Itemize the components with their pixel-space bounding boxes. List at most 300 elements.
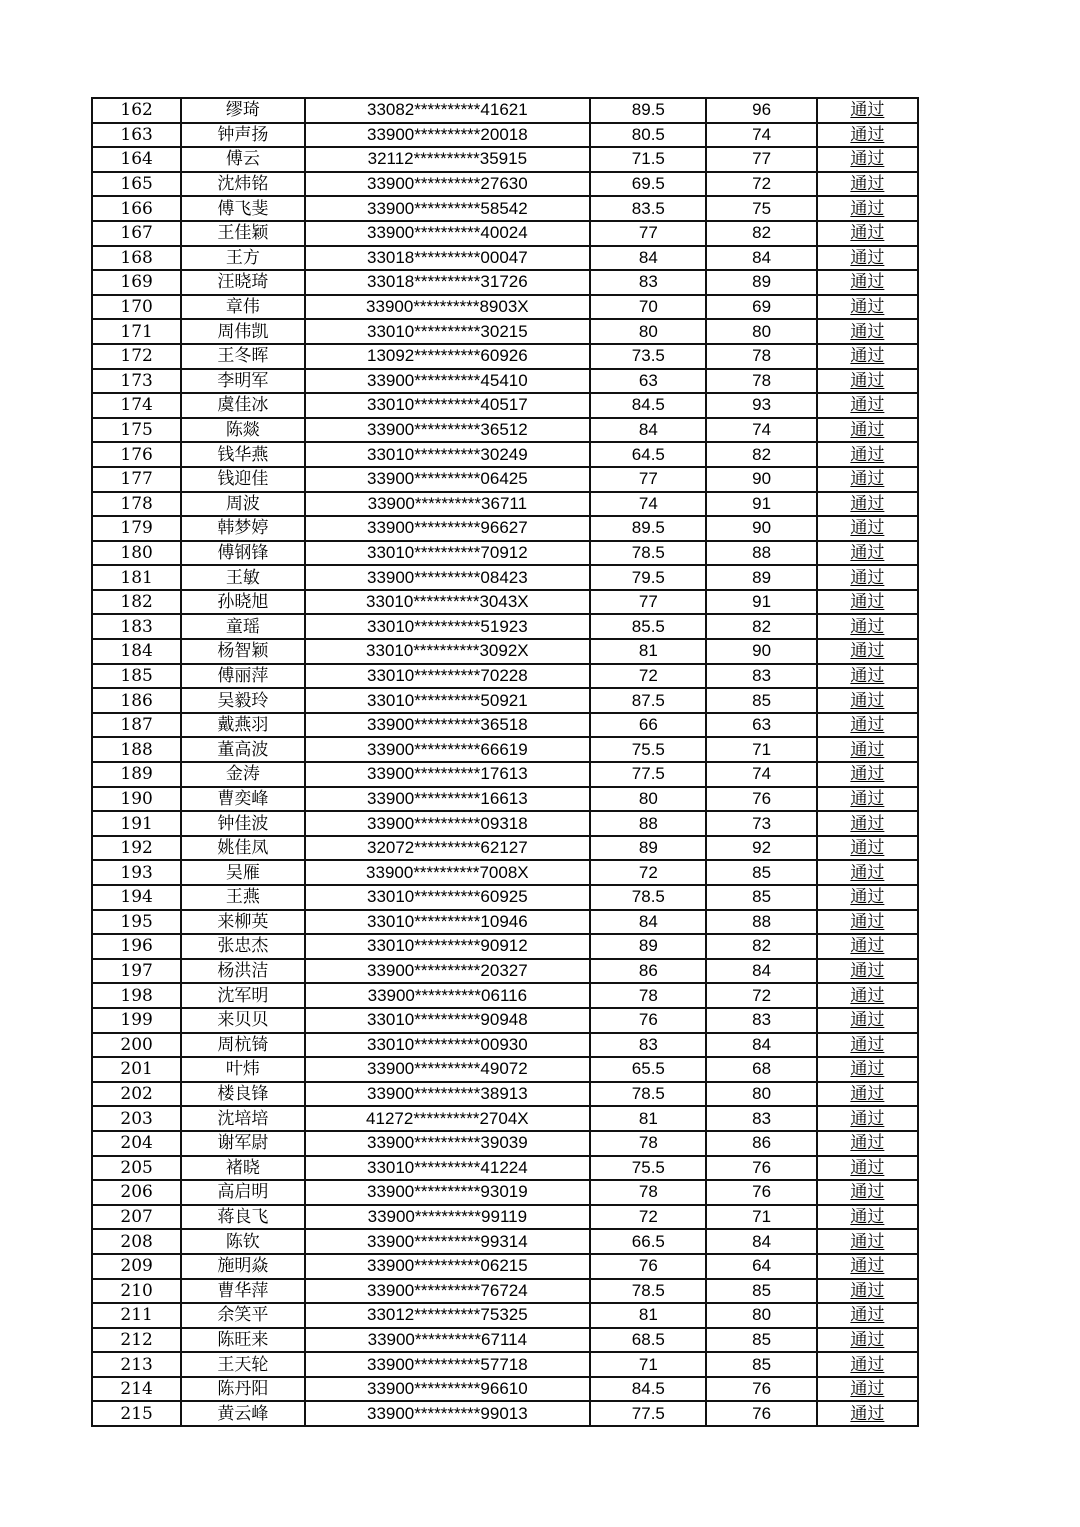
table-row xyxy=(92,713,918,738)
id-number: 33900**********36518 xyxy=(305,713,591,738)
result-status: 通过 xyxy=(817,1279,918,1304)
result-status: 通过 xyxy=(817,1401,918,1426)
table-row xyxy=(92,1082,918,1107)
score-1: 66.5 xyxy=(590,1229,706,1254)
id-number: 33900**********66619 xyxy=(305,737,591,762)
id-number: 33900**********17613 xyxy=(305,762,591,787)
id-number: 33900**********20018 xyxy=(305,123,591,148)
id-number: 33010**********90912 xyxy=(305,934,591,959)
result-status: 通过 xyxy=(817,1328,918,1353)
candidate-name: 谢军尉 xyxy=(181,1131,304,1156)
row-number: 187 xyxy=(92,713,181,738)
score-2: 75 xyxy=(706,196,816,221)
score-1: 84 xyxy=(590,246,706,271)
score-1: 83 xyxy=(590,270,706,295)
score-1: 75.5 xyxy=(590,1156,706,1181)
candidate-name: 章伟 xyxy=(181,295,304,320)
score-2: 78 xyxy=(706,344,816,369)
result-status: 通过 xyxy=(817,959,918,984)
score-2: 85 xyxy=(706,1352,816,1377)
candidate-name: 沈培培 xyxy=(181,1106,304,1131)
id-number: 33900**********49072 xyxy=(305,1057,591,1082)
row-number: 181 xyxy=(92,565,181,590)
result-status: 通过 xyxy=(817,639,918,664)
candidate-name: 钟声扬 xyxy=(181,123,304,148)
id-number: 33900**********99314 xyxy=(305,1229,591,1254)
score-2: 74 xyxy=(706,418,816,443)
row-number: 192 xyxy=(92,836,181,861)
table-row xyxy=(92,787,918,812)
id-number: 33900**********36711 xyxy=(305,492,591,517)
score-2: 72 xyxy=(706,983,816,1008)
id-number: 33900**********36512 xyxy=(305,418,591,443)
result-status: 通过 xyxy=(817,270,918,295)
candidate-name: 楼良锋 xyxy=(181,1082,304,1107)
candidate-name: 王佳颖 xyxy=(181,221,304,246)
score-2: 85 xyxy=(706,1328,816,1353)
row-number: 178 xyxy=(92,492,181,517)
table-row xyxy=(92,467,918,492)
score-1: 81 xyxy=(590,1303,706,1328)
row-number: 179 xyxy=(92,516,181,541)
table-row xyxy=(92,123,918,148)
result-status: 通过 xyxy=(817,1008,918,1033)
candidate-name: 陈旺来 xyxy=(181,1328,304,1353)
table-row xyxy=(92,811,918,836)
candidate-name: 曹华萍 xyxy=(181,1279,304,1304)
score-2: 93 xyxy=(706,393,816,418)
row-number: 206 xyxy=(92,1180,181,1205)
score-2: 85 xyxy=(706,1279,816,1304)
candidate-name: 曹奕峰 xyxy=(181,787,304,812)
score-1: 78 xyxy=(590,1180,706,1205)
candidate-name: 钱华燕 xyxy=(181,442,304,467)
row-number: 169 xyxy=(92,270,181,295)
table-row xyxy=(92,98,918,123)
table-row xyxy=(92,565,918,590)
id-number: 33010**********3092X xyxy=(305,639,591,664)
score-1: 73.5 xyxy=(590,344,706,369)
row-number: 185 xyxy=(92,664,181,689)
table-row xyxy=(92,639,918,664)
id-number: 33900**********99119 xyxy=(305,1205,591,1230)
result-status: 通过 xyxy=(817,1229,918,1254)
score-1: 78.5 xyxy=(590,541,706,566)
id-number: 33010**********30215 xyxy=(305,319,591,344)
score-1: 80 xyxy=(590,787,706,812)
candidate-name: 周伟凯 xyxy=(181,319,304,344)
row-number: 210 xyxy=(92,1279,181,1304)
table-row xyxy=(92,442,918,467)
score-2: 80 xyxy=(706,319,816,344)
row-number: 172 xyxy=(92,344,181,369)
table-row xyxy=(92,246,918,271)
candidate-name: 吴毅玲 xyxy=(181,688,304,713)
table-row xyxy=(92,885,918,910)
row-number: 174 xyxy=(92,393,181,418)
result-status: 通过 xyxy=(817,1352,918,1377)
id-number: 33900**********08423 xyxy=(305,565,591,590)
result-status: 通过 xyxy=(817,1156,918,1181)
score-2: 88 xyxy=(706,910,816,935)
id-number: 33900**********96610 xyxy=(305,1377,591,1402)
score-1: 80.5 xyxy=(590,123,706,148)
score-2: 92 xyxy=(706,836,816,861)
result-status: 通过 xyxy=(817,664,918,689)
id-number: 33018**********00047 xyxy=(305,246,591,271)
score-2: 89 xyxy=(706,270,816,295)
result-status: 通过 xyxy=(817,319,918,344)
id-number: 33012**********75325 xyxy=(305,1303,591,1328)
result-status: 通过 xyxy=(817,1131,918,1156)
candidate-name: 钱迎佳 xyxy=(181,467,304,492)
candidate-name: 叶炜 xyxy=(181,1057,304,1082)
score-1: 85.5 xyxy=(590,614,706,639)
row-number: 191 xyxy=(92,811,181,836)
result-status: 通过 xyxy=(817,1180,918,1205)
table-row xyxy=(92,221,918,246)
table-row xyxy=(92,295,918,320)
result-status: 通过 xyxy=(817,614,918,639)
score-1: 77 xyxy=(590,221,706,246)
id-number: 33010**********3043X xyxy=(305,590,591,615)
score-2: 88 xyxy=(706,541,816,566)
table-row xyxy=(92,860,918,885)
candidate-name: 褚晓 xyxy=(181,1156,304,1181)
score-1: 64.5 xyxy=(590,442,706,467)
row-number: 177 xyxy=(92,467,181,492)
candidate-name: 吴雁 xyxy=(181,860,304,885)
id-number: 33900**********96627 xyxy=(305,516,591,541)
score-2: 71 xyxy=(706,737,816,762)
table-row xyxy=(92,1229,918,1254)
score-1: 75.5 xyxy=(590,737,706,762)
score-2: 71 xyxy=(706,1205,816,1230)
result-status: 通过 xyxy=(817,147,918,172)
id-number: 33010**********10946 xyxy=(305,910,591,935)
table-row xyxy=(92,1057,918,1082)
row-number: 208 xyxy=(92,1229,181,1254)
candidate-name: 虞佳冰 xyxy=(181,393,304,418)
id-number: 33900**********16613 xyxy=(305,787,591,812)
score-2: 76 xyxy=(706,1180,816,1205)
table-row xyxy=(92,541,918,566)
score-2: 76 xyxy=(706,1401,816,1426)
score-1: 69.5 xyxy=(590,172,706,197)
table-row xyxy=(92,196,918,221)
row-number: 166 xyxy=(92,196,181,221)
table-row xyxy=(92,1352,918,1377)
row-number: 188 xyxy=(92,737,181,762)
id-number: 33082**********41621 xyxy=(305,98,591,123)
result-status: 通过 xyxy=(817,565,918,590)
candidate-name: 陈燚 xyxy=(181,418,304,443)
score-2: 63 xyxy=(706,713,816,738)
table-row xyxy=(92,836,918,861)
score-1: 74 xyxy=(590,492,706,517)
candidate-name: 傅钢锋 xyxy=(181,541,304,566)
id-number: 33900**********40024 xyxy=(305,221,591,246)
result-status: 通过 xyxy=(817,246,918,271)
row-number: 171 xyxy=(92,319,181,344)
score-2: 76 xyxy=(706,1377,816,1402)
row-number: 193 xyxy=(92,860,181,885)
row-number: 175 xyxy=(92,418,181,443)
id-number: 33010**********60925 xyxy=(305,885,591,910)
score-2: 85 xyxy=(706,885,816,910)
score-1: 84.5 xyxy=(590,1377,706,1402)
score-1: 86 xyxy=(590,959,706,984)
result-status: 通过 xyxy=(817,1033,918,1058)
id-number: 33900**********58542 xyxy=(305,196,591,221)
candidate-name: 施明焱 xyxy=(181,1254,304,1279)
score-2: 84 xyxy=(706,246,816,271)
result-status: 通过 xyxy=(817,98,918,123)
score-1: 78 xyxy=(590,1131,706,1156)
table-row xyxy=(92,959,918,984)
id-number: 33900**********76724 xyxy=(305,1279,591,1304)
id-number: 13092**********60926 xyxy=(305,344,591,369)
row-number: 194 xyxy=(92,885,181,910)
table-row xyxy=(92,737,918,762)
result-status: 通过 xyxy=(817,467,918,492)
score-1: 88 xyxy=(590,811,706,836)
table-row xyxy=(92,319,918,344)
id-number: 33900**********39039 xyxy=(305,1131,591,1156)
row-number: 212 xyxy=(92,1328,181,1353)
id-number: 33900**********20327 xyxy=(305,959,591,984)
id-number: 33010**********30249 xyxy=(305,442,591,467)
row-number: 202 xyxy=(92,1082,181,1107)
row-number: 189 xyxy=(92,762,181,787)
score-1: 78.5 xyxy=(590,1279,706,1304)
row-number: 199 xyxy=(92,1008,181,1033)
id-number: 33010**********50921 xyxy=(305,688,591,713)
table-row xyxy=(92,934,918,959)
candidate-name: 沈军明 xyxy=(181,983,304,1008)
candidate-name: 孙晓旭 xyxy=(181,590,304,615)
score-2: 85 xyxy=(706,860,816,885)
score-1: 83.5 xyxy=(590,196,706,221)
score-1: 76 xyxy=(590,1008,706,1033)
result-status: 通过 xyxy=(817,737,918,762)
result-status: 通过 xyxy=(817,713,918,738)
table-row xyxy=(92,1033,918,1058)
score-1: 65.5 xyxy=(590,1057,706,1082)
results-table xyxy=(91,97,919,1427)
result-status: 通过 xyxy=(817,418,918,443)
table-row xyxy=(92,614,918,639)
row-number: 186 xyxy=(92,688,181,713)
result-status: 通过 xyxy=(817,762,918,787)
score-2: 84 xyxy=(706,1229,816,1254)
score-2: 90 xyxy=(706,516,816,541)
row-number: 164 xyxy=(92,147,181,172)
table-row xyxy=(92,1377,918,1402)
id-number: 33900**********45410 xyxy=(305,369,591,394)
candidate-name: 张忠杰 xyxy=(181,934,304,959)
score-2: 86 xyxy=(706,1131,816,1156)
id-number: 33010**********51923 xyxy=(305,614,591,639)
row-number: 200 xyxy=(92,1033,181,1058)
row-number: 176 xyxy=(92,442,181,467)
result-status: 通过 xyxy=(817,1303,918,1328)
candidate-name: 姚佳凤 xyxy=(181,836,304,861)
candidate-name: 来贝贝 xyxy=(181,1008,304,1033)
score-2: 90 xyxy=(706,639,816,664)
score-2: 91 xyxy=(706,590,816,615)
candidate-name: 陈钦 xyxy=(181,1229,304,1254)
table-row xyxy=(92,1180,918,1205)
score-1: 76 xyxy=(590,1254,706,1279)
score-2: 64 xyxy=(706,1254,816,1279)
score-1: 84.5 xyxy=(590,393,706,418)
row-number: 214 xyxy=(92,1377,181,1402)
score-1: 81 xyxy=(590,1106,706,1131)
result-status: 通过 xyxy=(817,344,918,369)
candidate-name: 陈丹阳 xyxy=(181,1377,304,1402)
table-row xyxy=(92,369,918,394)
candidate-name: 钟佳波 xyxy=(181,811,304,836)
table-row xyxy=(92,983,918,1008)
result-status: 通过 xyxy=(817,541,918,566)
candidate-name: 杨洪洁 xyxy=(181,959,304,984)
row-number: 207 xyxy=(92,1205,181,1230)
result-status: 通过 xyxy=(817,221,918,246)
score-1: 80 xyxy=(590,319,706,344)
row-number: 196 xyxy=(92,934,181,959)
result-status: 通过 xyxy=(817,295,918,320)
table-row xyxy=(92,1205,918,1230)
score-2: 90 xyxy=(706,467,816,492)
row-number: 182 xyxy=(92,590,181,615)
result-status: 通过 xyxy=(817,934,918,959)
result-status: 通过 xyxy=(817,590,918,615)
score-2: 82 xyxy=(706,614,816,639)
score-2: 82 xyxy=(706,934,816,959)
score-1: 89 xyxy=(590,934,706,959)
table-row xyxy=(92,1254,918,1279)
candidate-name: 戴燕羽 xyxy=(181,713,304,738)
score-2: 76 xyxy=(706,787,816,812)
result-status: 通过 xyxy=(817,1254,918,1279)
id-number: 33900**********93019 xyxy=(305,1180,591,1205)
candidate-name: 傅丽萍 xyxy=(181,664,304,689)
score-2: 84 xyxy=(706,959,816,984)
score-2: 72 xyxy=(706,172,816,197)
id-number: 33900**********38913 xyxy=(305,1082,591,1107)
score-2: 89 xyxy=(706,565,816,590)
row-number: 211 xyxy=(92,1303,181,1328)
table-row xyxy=(92,1156,918,1181)
candidate-name: 王燕 xyxy=(181,885,304,910)
id-number: 33900**********57718 xyxy=(305,1352,591,1377)
score-2: 82 xyxy=(706,221,816,246)
score-1: 72 xyxy=(590,1205,706,1230)
row-number: 203 xyxy=(92,1106,181,1131)
row-number: 183 xyxy=(92,614,181,639)
result-status: 通过 xyxy=(817,910,918,935)
id-number: 33010**********70228 xyxy=(305,664,591,689)
score-1: 83 xyxy=(590,1033,706,1058)
score-1: 77.5 xyxy=(590,762,706,787)
result-status: 通过 xyxy=(817,516,918,541)
score-1: 89 xyxy=(590,836,706,861)
row-number: 167 xyxy=(92,221,181,246)
id-number: 33900**********99013 xyxy=(305,1401,591,1426)
row-number: 198 xyxy=(92,983,181,1008)
row-number: 213 xyxy=(92,1352,181,1377)
table-row xyxy=(92,393,918,418)
score-1: 84 xyxy=(590,910,706,935)
candidate-name: 王方 xyxy=(181,246,304,271)
row-number: 195 xyxy=(92,910,181,935)
score-1: 77 xyxy=(590,590,706,615)
id-number: 33900**********09318 xyxy=(305,811,591,836)
row-number: 201 xyxy=(92,1057,181,1082)
candidate-name: 王天轮 xyxy=(181,1352,304,1377)
candidate-name: 韩梦婷 xyxy=(181,516,304,541)
candidate-name: 童瑶 xyxy=(181,614,304,639)
table-row xyxy=(92,418,918,443)
candidate-name: 黄云峰 xyxy=(181,1401,304,1426)
score-1: 78.5 xyxy=(590,885,706,910)
result-status: 通过 xyxy=(817,1205,918,1230)
table-row xyxy=(92,1279,918,1304)
row-number: 184 xyxy=(92,639,181,664)
row-number: 180 xyxy=(92,541,181,566)
table-row xyxy=(92,1008,918,1033)
id-number: 33018**********31726 xyxy=(305,270,591,295)
id-number: 33010**********40517 xyxy=(305,393,591,418)
score-1: 66 xyxy=(590,713,706,738)
score-2: 80 xyxy=(706,1303,816,1328)
table-row xyxy=(92,1401,918,1426)
result-status: 通过 xyxy=(817,688,918,713)
table-row xyxy=(92,590,918,615)
id-number: 33900**********67114 xyxy=(305,1328,591,1353)
row-number: 163 xyxy=(92,123,181,148)
result-status: 通过 xyxy=(817,196,918,221)
row-number: 168 xyxy=(92,246,181,271)
id-number: 33010**********00930 xyxy=(305,1033,591,1058)
score-1: 70 xyxy=(590,295,706,320)
table-row xyxy=(92,516,918,541)
result-status: 通过 xyxy=(817,811,918,836)
score-2: 80 xyxy=(706,1082,816,1107)
row-number: 209 xyxy=(92,1254,181,1279)
result-status: 通过 xyxy=(817,492,918,517)
score-2: 73 xyxy=(706,811,816,836)
row-number: 215 xyxy=(92,1401,181,1426)
candidate-name: 董高波 xyxy=(181,737,304,762)
candidate-name: 周杭锜 xyxy=(181,1033,304,1058)
candidate-name: 杨智颖 xyxy=(181,639,304,664)
score-2: 83 xyxy=(706,664,816,689)
score-1: 68.5 xyxy=(590,1328,706,1353)
score-1: 84 xyxy=(590,418,706,443)
candidate-name: 金涛 xyxy=(181,762,304,787)
candidate-name: 傅云 xyxy=(181,147,304,172)
table-row xyxy=(92,664,918,689)
result-status: 通过 xyxy=(817,123,918,148)
row-number: 170 xyxy=(92,295,181,320)
score-1: 77 xyxy=(590,467,706,492)
score-2: 83 xyxy=(706,1106,816,1131)
candidate-name: 来柳英 xyxy=(181,910,304,935)
table-row xyxy=(92,270,918,295)
candidate-name: 余笑平 xyxy=(181,1303,304,1328)
